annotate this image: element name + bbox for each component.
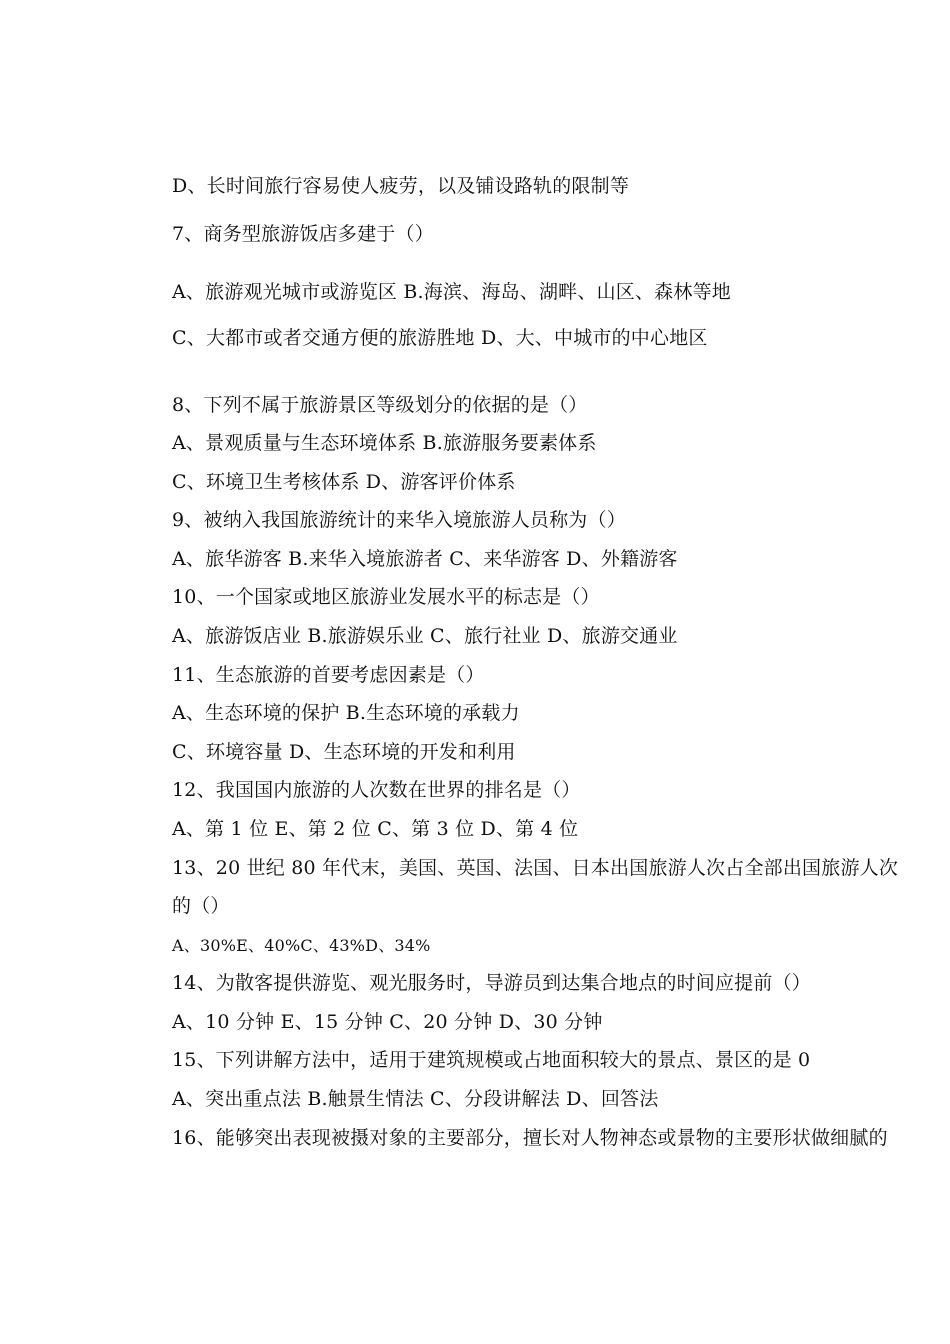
question-8: 8、下列不属于旅游景区等级划分的依据的是（）: [172, 394, 588, 416]
question-7-options-cd: C、大都市或者交通方便的旅游胜地 D、大、中城市的中心地区: [172, 327, 708, 349]
question-13-continued: 的（）: [172, 895, 230, 917]
question-13: 13、20 世纪 80 年代末，美国、英国、法国、日本出国旅游人次占全部出国旅游人次: [172, 857, 899, 879]
question-12: 12、我国国内旅游的人次数在世界的排名是（）: [172, 779, 581, 801]
question-15: 15、下列讲解方法中，适用于建筑规模或占地面积较大的景点、景区的是 0: [172, 1049, 811, 1071]
question-9-options: A、旅华游客 B.来华入境旅游者 C、来华游客 D、外籍游客: [172, 548, 678, 570]
question-8-options-cd: C、环境卫生考核体系 D、游客评价体系: [172, 471, 516, 493]
question-8-options-ab: A、景观质量与生态环境体系 B.旅游服务要素体系: [172, 432, 597, 454]
question-7-options-ab: A、旅游观光城市或游览区 B.海滨、海岛、湖畔、山区、森林等地: [172, 281, 731, 303]
question-10-options: A、旅游饭店业 B.旅游娱乐业 C、旅行社业 D、旅游交通业: [172, 625, 678, 647]
question-16: 16、能够突出表现被摄对象的主要部分，擅长对人物神态或景物的主要形状做细腻的: [172, 1127, 888, 1149]
question-11: 11、生态旅游的首要考虑因素是（）: [172, 664, 485, 686]
question-7: 7、商务型旅游饭店多建于（）: [172, 223, 434, 245]
question-11-options-ab: A、生态环境的保护 B.生态环境的承载力: [172, 702, 520, 724]
question-14: 14、为散客提供游览、观光服务时，导游员到达集合地点的时间应提前（）: [172, 972, 811, 994]
question-12-options: A、第 1 位 E、第 2 位 C、第 3 位 D、第 4 位: [172, 818, 579, 840]
question-10: 10、一个国家或地区旅游业发展水平的标志是（）: [172, 586, 600, 608]
answer-line-6d: D、长时间旅行容易使人疲劳，以及铺设路轨的限制等: [172, 175, 630, 197]
question-15-options: A、突出重点法 B.触景生情法 C、分段讲解法 D、回答法: [172, 1088, 659, 1110]
question-13-options: A、30%E、40%C、43%D、34%: [172, 936, 431, 955]
question-11-options-cd: C、环境容量 D、生态环境的开发和利用: [172, 741, 516, 763]
question-9: 9、被纳入我国旅游统计的来华入境旅游人员称为（）: [172, 509, 626, 531]
question-14-options: A、10 分钟 E、15 分钟 C、20 分钟 D、30 分钟: [172, 1011, 603, 1033]
